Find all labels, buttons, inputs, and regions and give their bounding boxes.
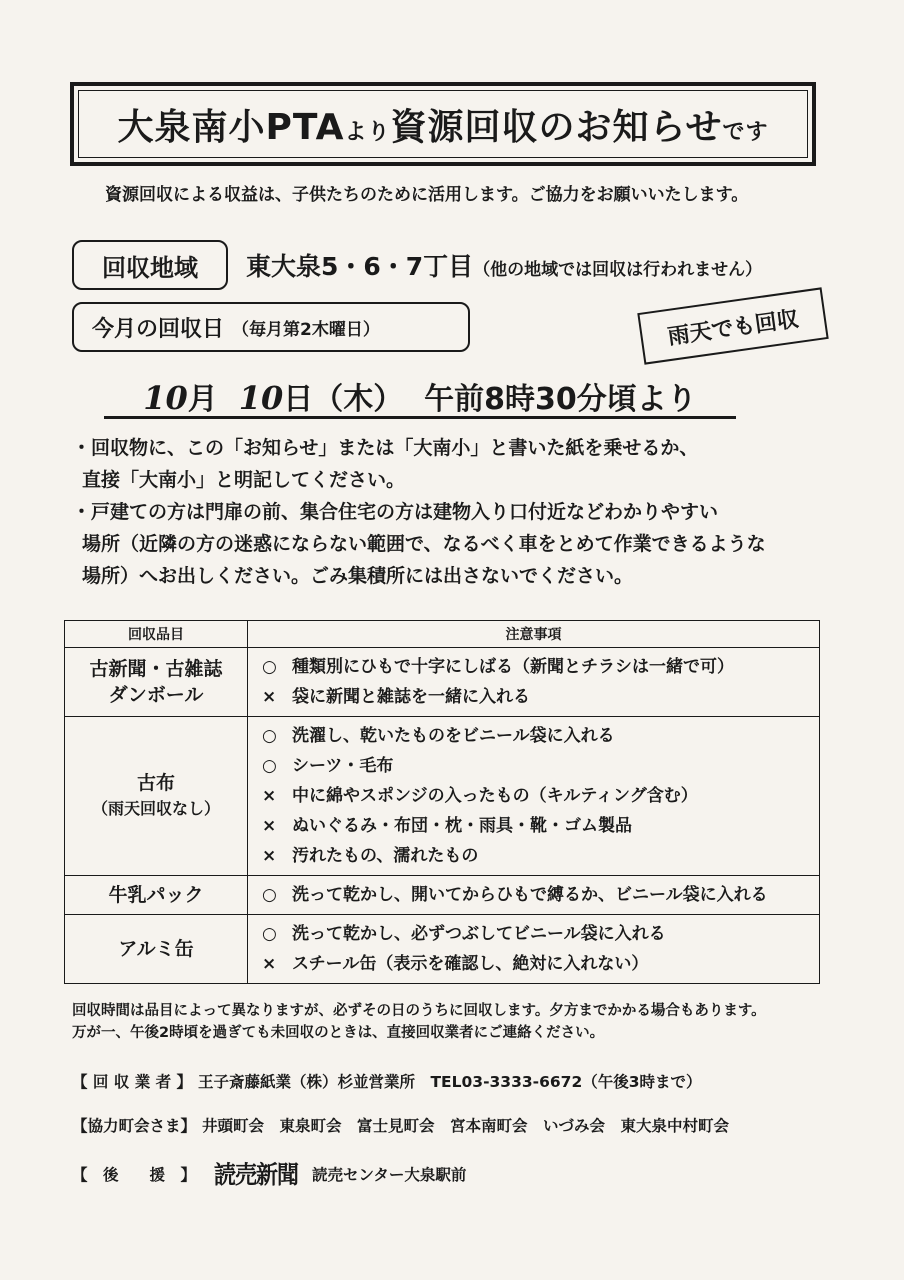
cross-mark-icon: × — [262, 816, 277, 836]
cross-mark-icon: × — [262, 954, 277, 974]
note-line — [262, 841, 819, 871]
footer-note — [72, 1000, 766, 1044]
cooperation-label: 【協力町会さま】 — [72, 1117, 197, 1135]
support-value: 読売センター大泉駅前 — [312, 1166, 467, 1184]
table-header-row — [65, 621, 820, 648]
item-category: アルミ缶 — [65, 915, 248, 984]
collector-label: 【 回 収 業 者 】 — [72, 1073, 192, 1091]
circle-mark-icon: ○ — [262, 657, 277, 677]
note-text: スチール缶（表示を確認し、絶対に入れない） — [292, 954, 649, 974]
header-notes: 注意事項 — [248, 621, 820, 648]
yomiuri-logo: 読売新聞 — [214, 1160, 299, 1190]
note-line — [262, 949, 819, 979]
date-day-number: 10 — [238, 379, 284, 417]
cooperation-row — [72, 1114, 729, 1136]
area-name: 東大泉5・6・7丁目 — [246, 252, 474, 281]
instruction-line: ・回収物に、この「お知らせ」または「大南小」と書いた紙を乗せるか、 — [72, 437, 699, 459]
instruction-list — [72, 432, 852, 592]
title-part-yori: より — [344, 119, 391, 145]
area-note: （他の地域では回収は行われません） — [473, 260, 763, 280]
note-line — [262, 721, 819, 751]
circle-mark-icon: ○ — [262, 726, 277, 746]
collector-row — [72, 1070, 702, 1092]
circle-mark-icon: ○ — [262, 885, 277, 905]
cross-mark-icon: × — [262, 687, 277, 707]
date-month-number: 10 — [143, 379, 188, 417]
header-item: 回収品目 — [65, 621, 248, 648]
note-text: 袋に新聞と雑誌を一緒に入れる — [292, 687, 530, 707]
table-row — [65, 876, 820, 915]
category-name-2: ダンボール — [108, 684, 204, 706]
table-row — [65, 717, 820, 876]
circle-mark-icon: ○ — [262, 756, 277, 776]
intro-text: 資源回収による収益は、子供たちのために活用します。ご協力をお願いいたします。 — [105, 185, 749, 205]
item-notes — [248, 717, 820, 876]
title-part-main: 資源回収のお知らせ — [390, 106, 723, 148]
instruction-line: 場所）へお出しください。ごみ集積所には出さないでください。 — [82, 565, 634, 587]
instruction-line: 直接「大南小」と明記してください。 — [82, 469, 406, 491]
footer-note-line: 万が一、午後2時頃を過ぎても未回収のときは、直接回収業者にご連絡ください。 — [72, 1025, 605, 1041]
collector-value: 王子斎藤紙業（株）杉並営業所 TEL03-3333-6672（午後3時まで） — [197, 1073, 702, 1091]
note-text: 洗濯し、乾いたものをビニール袋に入れる — [292, 726, 615, 746]
note-line — [262, 880, 819, 910]
rain-stamp: 雨天でも回収 — [637, 287, 828, 364]
note-line — [262, 652, 819, 682]
collection-date — [104, 374, 736, 419]
note-text: 中に綿やスポンジの入ったもの（キルティング含む） — [292, 786, 698, 806]
table-row — [65, 915, 820, 984]
note-text: 汚れたもの、濡れたもの — [292, 846, 479, 866]
page-title — [118, 99, 769, 150]
table-row — [65, 648, 820, 717]
item-notes — [248, 648, 820, 717]
circle-mark-icon: ○ — [262, 924, 277, 944]
cross-mark-icon: × — [262, 846, 277, 866]
item-notes — [248, 915, 820, 984]
items-table — [64, 620, 820, 984]
item-category — [65, 717, 248, 876]
cross-mark-icon: × — [262, 786, 277, 806]
note-line — [262, 751, 819, 781]
instruction-line: ・戸建ての方は門扉の前、集合住宅の方は建物入り口付近などわかりやすい — [72, 501, 719, 523]
note-text: ぬいぐるみ・布団・枕・雨具・靴・ゴム製品 — [292, 816, 632, 836]
date-month-unit: 月 — [187, 382, 218, 417]
item-category — [65, 648, 248, 717]
item-notes — [248, 876, 820, 915]
support-label: 【 後 援 】 — [72, 1166, 197, 1184]
note-text: 種類別にひもで十字にしばる（新聞とチラシは一緒で可） — [292, 657, 734, 677]
category-name: 古布 — [136, 772, 175, 794]
note-text: シーツ・毛布 — [292, 756, 394, 776]
note-text: 洗って乾かし、開いてからひもで縛るか、ビニール袋に入れる — [292, 885, 768, 905]
category-name: 古新聞・古雑誌 — [89, 658, 223, 680]
support-row — [72, 1158, 466, 1189]
note-line — [262, 781, 819, 811]
instruction-line: 場所（近隣の方の迷惑にならない範囲で、なるべく車をとめて作業できるような — [82, 533, 766, 555]
collection-day-label — [72, 302, 470, 352]
area-value — [246, 247, 762, 283]
category-sub: （雨天回収なし） — [91, 799, 220, 818]
collection-day-text: 今月の回収日 — [92, 316, 225, 342]
date-day-unit: 日（木） — [283, 382, 404, 417]
item-category: 牛乳パック — [65, 876, 248, 915]
title-part-org: 大泉南小PTA — [117, 106, 345, 148]
title-part-desu: です — [722, 119, 769, 145]
note-line — [262, 919, 819, 949]
note-line — [262, 811, 819, 841]
footer-note-line: 回収時間は品目によって異なりますが、必ずその日のうちに回収します。夕方までかかる場合もあります。 — [72, 1003, 766, 1019]
note-line — [262, 682, 819, 712]
date-time: 午前8時30分頃より — [424, 382, 697, 417]
cooperation-value: 井頭町会 東泉町会 富士見町会 宮本南町会 いづみ会 東大泉中村町会 — [202, 1117, 730, 1135]
title-box — [70, 82, 816, 166]
note-text: 洗って乾かし、必ずつぶしてビニール袋に入れる — [292, 924, 666, 944]
area-label: 回収地域 — [72, 240, 228, 290]
collection-day-paren: （毎月第2木曜日） — [232, 319, 380, 340]
